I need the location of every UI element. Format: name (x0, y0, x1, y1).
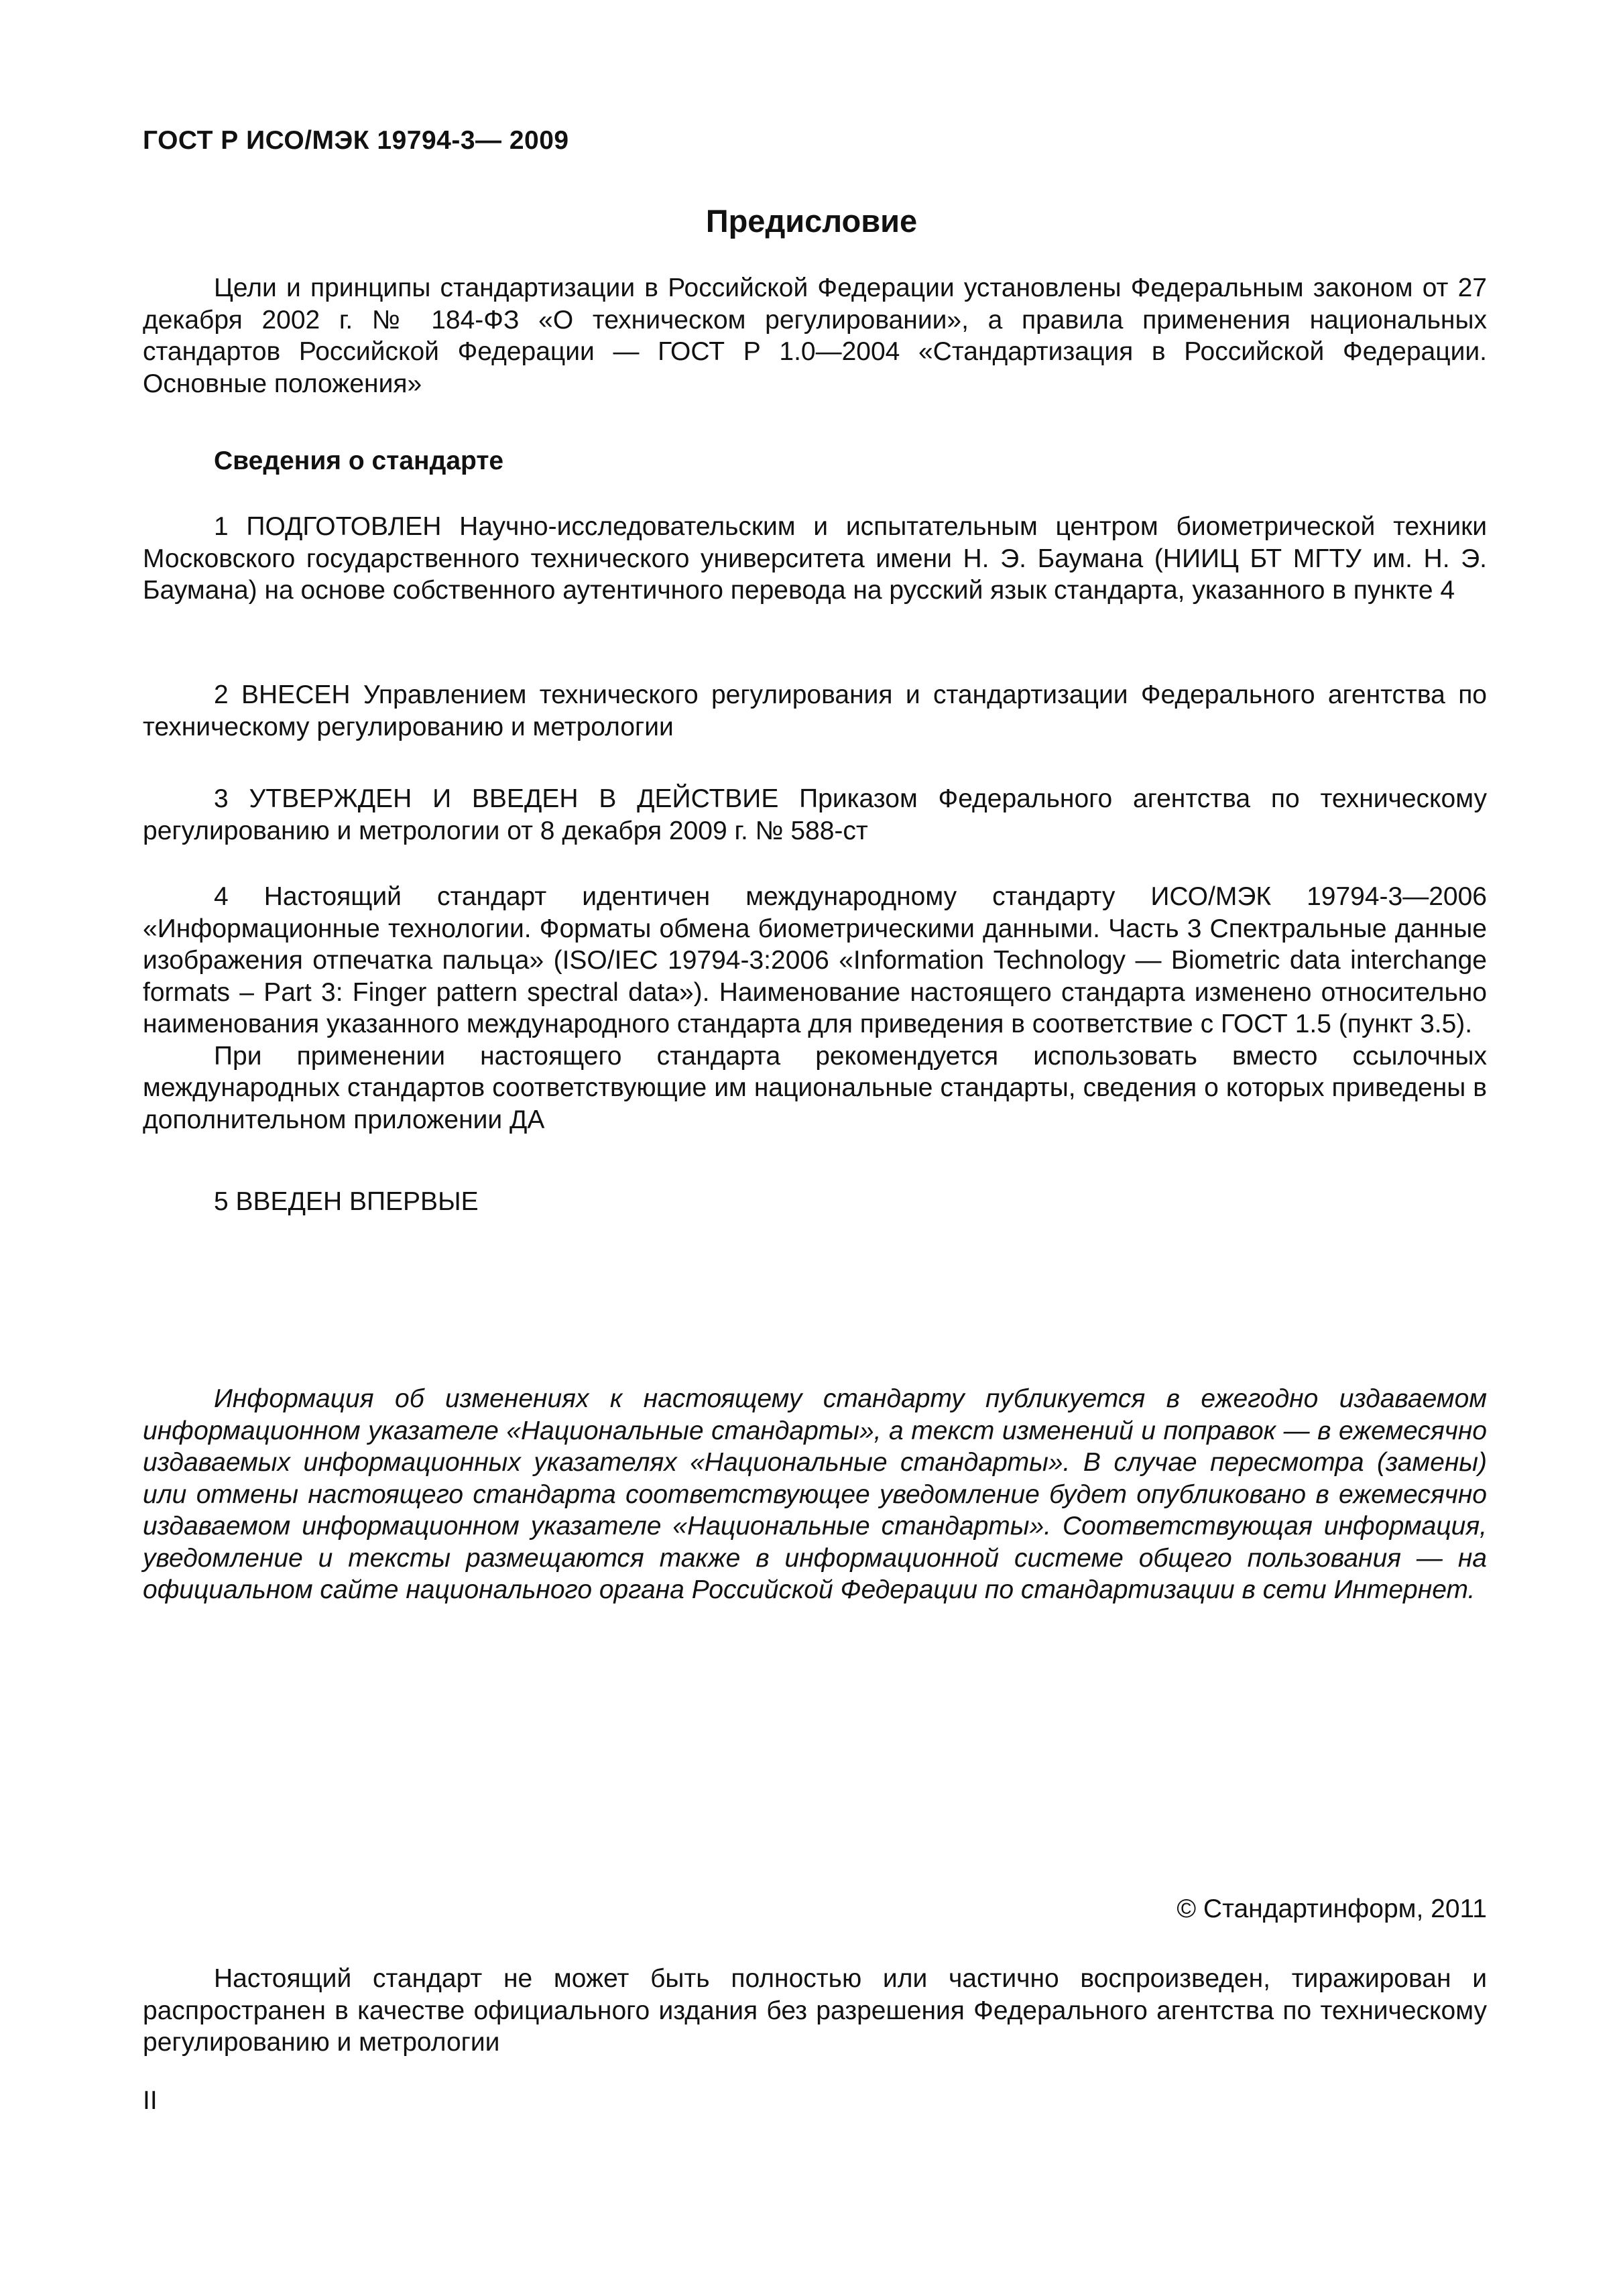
standard-designation: ГОСТ Р ИСО/МЭК 19794-3— 2009 (143, 126, 569, 155)
item-introduced: 2 ВНЕСЕН Управлением технического регулирования и стандартизации Федерального агентства по техническому регулированию и метрологии (143, 680, 1487, 741)
item-identical: 4 Настоящий стандарт идентичен международному стандарту ИСО/МЭК 19794-3—2006 «Информационные технологии. Форматы обмена биометрическими данными. Часть 3 Спектральные данные изображения отпечатка пальца» (ISO/IEC 19794-3:2006 «Information Technology — Biometric data interchange formats – Part 3: Finger pattern spectral data»). Наименование настоящего стандарта изменено относительно наименования указанного международного стандарта для приведения в соответствие с ГОСТ 1.5 (пункт 3.5). (143, 882, 1487, 1038)
item-4-block (143, 881, 1487, 1136)
reproduction-block (143, 1963, 1487, 2059)
section-subheading: Сведения о стандарте (214, 446, 504, 475)
item-prepared: 1 ПОДГОТОВЛЕН Научно-исследовательским и испытательным центром биометрической техники Московского государственного технического университета имени Н. Э. Баумана (НИИЦ БТ МГТУ им. Н. Э. Баумана) на основе собственного аутентичного перевода на русский язык стандарта, указанного в пункте 4 (143, 512, 1487, 605)
item-5-block (143, 1186, 1487, 1218)
item-1-block (143, 511, 1487, 607)
intro-paragraph: Цели и принципы стандартизации в Российской Федерации установлены Федеральным законом от 27 декабря 2002 г. № 184-ФЗ «О техническом регулировании», а правила применения национальных стандартов Российской Федерации — ГОСТ Р 1.0—2004 «Стандартизация в Российской Федерации. Основные положения» (143, 274, 1487, 398)
changes-notice: Информация об изменениях к настоящему стандарту публикуется в ежегодно издаваемом информационном указателе «Национальные стандарты», а текст изменений и поправок — в ежемесячно издаваемых информационных указателях «Национальные стандарты». В случае пересмотра (замены) или отмены настоящего стандарта соответствующее уведомление будет опубликовано в ежемесячно издаваемом информационном указателе «Национальные стандарты». Соответствующая информация, уведомление и тексты размещаются также в информационной системе общего пользования — на официальном сайте национального органа Российской Федерации по стандартизации в сети Интернет. (143, 1384, 1487, 1604)
item-references-note: При применении настоящего стандарта рекомендуется использовать вместо ссылочных международных стандартов соответствующие им национальные стандарты, сведения о которых приведены в дополнительном приложении ДА (143, 1041, 1487, 1134)
item-first-introduced: 5 ВВЕДЕН ВПЕРВЫЕ (214, 1187, 479, 1216)
notice-block (143, 1383, 1487, 1606)
item-3-block (143, 783, 1487, 847)
item-approved: 3 УТВЕРЖДЕН И ВВЕДЕН В ДЕЙСТВИЕ Приказом Федерального агентства по техническому регулированию и метрологии от 8 декабря 2009 г. № 588-ст (143, 784, 1487, 845)
page-title: Предисловие (705, 203, 918, 239)
copyright-line: © Стандартинформ, 2011 (1177, 1894, 1487, 1923)
page-number: II (143, 2086, 158, 2115)
reproduction-notice: Настоящий стандарт не может быть полностью или частично воспроизведен, тиражирован и распространен в качестве официального издания без разрешения Федерального агентства по техническому регулированию и метрологии (143, 1964, 1487, 2057)
intro-paragraph-block (143, 272, 1487, 400)
item-2-block (143, 679, 1487, 743)
